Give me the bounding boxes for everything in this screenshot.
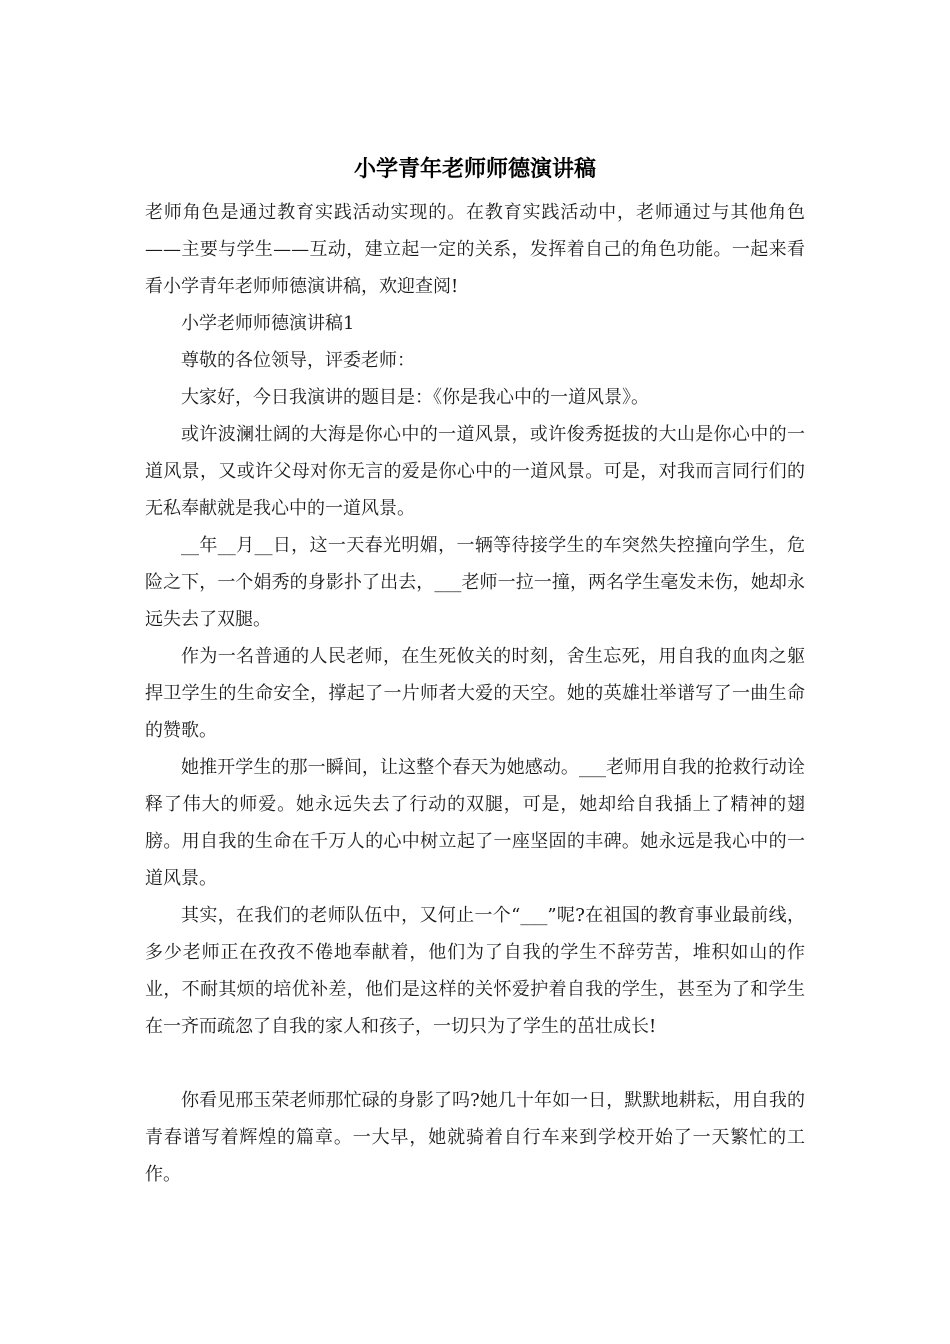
body-paragraph: 其实，在我们的老师队伍中，又何止一个“___”呢?在祖国的教育事业最前线，多少老师正在孜孜不倦地奉献着，他们为了自我的学生不辞劳苦，堆积如山的作业，不耐其烦的培优补差，他们是这样的关怀爱护着自我的学生，甚至为了和学生在一齐而疏忽了自我的家人和孩子，一切只为了学生的茁壮成长! (145, 905, 805, 1037)
body-paragraph: __年__月__日，这一天春光明媚，一辆等待接学生的车突然失控撞向学生，危险之下，一个娟秀的身影扑了出去，___老师一拉一撞，两名学生毫发未伤，她却永远失去了双腿。 (145, 535, 805, 630)
document-title: 小学青年老师师德演讲稿 (353, 157, 596, 182)
body-paragraph: 作为一名普通的人民老师，在生死攸关的时刻，舍生忘死，用自我的血肉之躯捍卫学生的生命安全，撑起了一片师者大爱的天空。她的英雄壮举谱写了一曲生命的赞歌。 (145, 646, 805, 741)
greeting-paragraph: 大家好，今日我演讲的题目是：《你是我心中的一道风景》。 (181, 387, 649, 408)
body-paragraph: 你看见邢玉荣老师那忙碌的身影了吗?她几十年如一日，默默地耕耘，用自我的青春谱写着辉煌的篇章。一大早，她就骑着自行车来到学校开始了一天繁忙的工作。 (145, 1090, 805, 1185)
body-paragraph: 她推开学生的那一瞬间，让这整个春天为她感动。___老师用自我的抢救行动诠释了伟大的师爱。她永远失去了行动的双腿，可是，她却给自我插上了精神的翅膀。用自我的生命在千万人的心中树立起了一座坚固的丰碑。她永远是我心中的一道风景。 (145, 757, 805, 889)
intro-paragraph: 老师角色是通过教育实践活动实现的。在教育实践活动中，老师通过与其他角色——主要与学生——互动，建立起一定的关系，发挥着自己的角色功能。一起来看看小学青年老师师德演讲稿，欢迎查阅! (145, 202, 805, 297)
document-body (145, 194, 805, 1193)
salutation: 尊敬的各位领导，评委老师： (181, 350, 415, 371)
speech-heading: 小学老师师德演讲稿1 (181, 313, 355, 334)
body-paragraph: 或许波澜壮阔的大海是你心中的一道风景，或许俊秀挺拔的大山是你心中的一道风景，又或许父母对你无言的爱是你心中的一道风景。可是，对我而言同行们的无私奉献就是我心中的一道风景。 (145, 424, 805, 519)
